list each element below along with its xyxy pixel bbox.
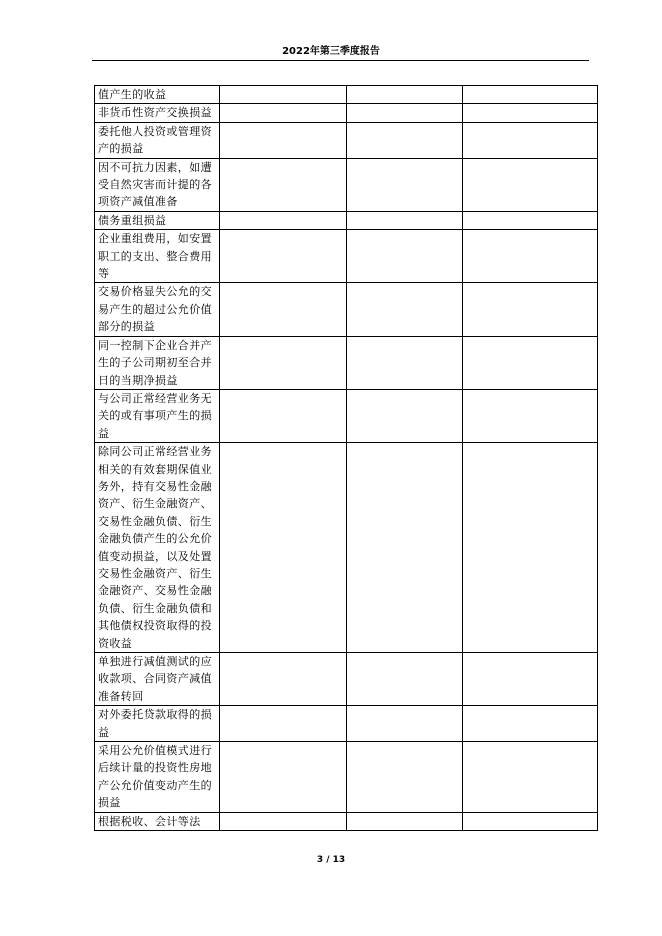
- row-label: 对外委托贷款取得的损益: [95, 706, 220, 742]
- table-row: [95, 122, 598, 158]
- row-label: 除同公司正常经营业务相关的有效套期保值业务外，持有交易性金融资产、衍生金融资产、交易性金融负债、衍生金融负债产生的公允价值变动损益，以及处置交易性金融资产、衍生金融资产、交易性金融负债、衍生金融负债和其他债权投资取得的投资收益: [95, 443, 220, 653]
- value-cell: [347, 122, 463, 158]
- value-cell: [463, 742, 598, 813]
- value-cell: [347, 653, 463, 706]
- value-cell: [347, 283, 463, 336]
- value-cell: [463, 443, 598, 653]
- value-cell: [347, 104, 463, 122]
- value-cell: [220, 336, 347, 389]
- value-cell: [347, 812, 463, 830]
- row-label: 单独进行减值测试的应收款项、合同资产减值准备转回: [95, 653, 220, 706]
- non-recurring-gains-table: [94, 85, 598, 831]
- value-cell: [463, 122, 598, 158]
- value-cell: [347, 86, 463, 104]
- table-row: [95, 86, 598, 104]
- value-cell: [463, 230, 598, 283]
- table-row: [95, 104, 598, 122]
- row-label: 交易价格显失公允的交易产生的超过公允价值部分的损益: [95, 283, 220, 336]
- value-cell: [347, 211, 463, 229]
- table-row: [95, 706, 598, 742]
- table-row: [95, 283, 598, 336]
- value-cell: [347, 230, 463, 283]
- row-label: 委托他人投资或管理资产的损益: [95, 122, 220, 158]
- value-cell: [347, 742, 463, 813]
- value-cell: [463, 653, 598, 706]
- value-cell: [347, 158, 463, 211]
- row-label: 企业重组费用，如安置职工的支出、整合费用等: [95, 230, 220, 283]
- row-label: 非货币性资产交换损益: [95, 104, 220, 122]
- row-label: 根据税收、会计等法: [95, 812, 220, 830]
- value-cell: [220, 283, 347, 336]
- value-cell: [220, 389, 347, 442]
- table-row: [95, 443, 598, 653]
- value-cell: [220, 86, 347, 104]
- table-row: [95, 742, 598, 813]
- row-label: 与公司正常经营业务无关的或有事项产生的损益: [95, 389, 220, 442]
- value-cell: [463, 211, 598, 229]
- value-cell: [347, 706, 463, 742]
- value-cell: [463, 86, 598, 104]
- value-cell: [220, 158, 347, 211]
- value-cell: [463, 706, 598, 742]
- value-cell: [220, 122, 347, 158]
- value-cell: [347, 336, 463, 389]
- row-label: 值产生的收益: [95, 86, 220, 104]
- value-cell: [347, 443, 463, 653]
- table-row: [95, 389, 598, 442]
- value-cell: [463, 158, 598, 211]
- value-cell: [463, 812, 598, 830]
- table-row: [95, 230, 598, 283]
- value-cell: [220, 211, 347, 229]
- header-divider: [92, 60, 589, 61]
- row-label: 债务重组损益: [95, 211, 220, 229]
- value-cell: [463, 389, 598, 442]
- row-label: 同一控制下企业合并产生的子公司期初至合并日的当期净损益: [95, 336, 220, 389]
- value-cell: [220, 742, 347, 813]
- page-header-title: 2022年第三季度报告: [282, 46, 380, 57]
- value-cell: [463, 283, 598, 336]
- table-row: [95, 211, 598, 229]
- table-row: [95, 653, 598, 706]
- value-cell: [347, 389, 463, 442]
- value-cell: [463, 104, 598, 122]
- value-cell: [220, 653, 347, 706]
- value-cell: [220, 104, 347, 122]
- value-cell: [220, 706, 347, 742]
- value-cell: [220, 443, 347, 653]
- value-cell: [463, 336, 598, 389]
- row-label: 因不可抗力因素，如遭受自然灾害而计提的各项资产减值准备: [95, 158, 220, 211]
- value-cell: [220, 812, 347, 830]
- table-row: [95, 336, 598, 389]
- value-cell: [220, 230, 347, 283]
- table-row: [95, 812, 598, 830]
- table-row: [95, 158, 598, 211]
- page-number: 3 / 13: [316, 855, 346, 865]
- row-label: 采用公允价值模式进行后续计量的投资性房地产公允价值变动产生的损益: [95, 742, 220, 813]
